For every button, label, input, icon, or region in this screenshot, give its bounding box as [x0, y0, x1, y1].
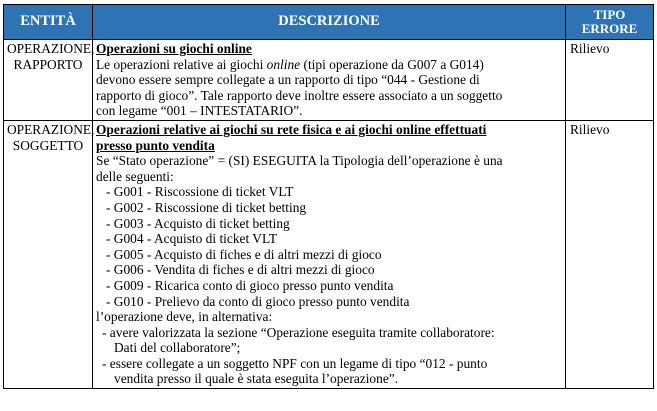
list-item: - essere collegate a un soggetto NPF con un legame di tipo “012 - punto — [102, 355, 488, 371]
list-item-continuation: Dati del collaboratore”; — [114, 340, 241, 356]
list-item-continuation: vendita presso il quale è stata eseguita l’operazione”. — [114, 371, 399, 387]
description-line: delle seguenti: — [96, 168, 174, 184]
list-item: - avere valorizzata la sezione “Operazione eseguita tramite collaboratore: — [102, 324, 495, 340]
header-row — [4, 5, 654, 40]
description-line: devono essere sempre collegate a un rapporto di tipo “044 - Gestione di — [96, 72, 480, 88]
header-error-type: TIPO ERRORE — [566, 5, 654, 40]
description-line: Se “Stato operazione” = (SI) ESEGUITA la Tipologia dell’operazione è una — [96, 153, 503, 169]
description-line — [96, 57, 562, 73]
entity-cell: OPERAZIONE, RAPPORTO — [4, 40, 93, 121]
header-entity: ENTITÀ — [4, 5, 93, 40]
description-line: l’operazione deve, in alternativa: — [96, 309, 273, 325]
row-title: Operazioni su giochi online — [96, 41, 252, 56]
row-title: Operazioni relative ai giochi su rete fisica e ai giochi online effettuati — [96, 121, 487, 137]
text-fragment: Le operazioni relative ai giochi — [96, 56, 267, 72]
description-cell — [93, 40, 566, 121]
description-line: rapporto di gioco”. Tale rapporto deve inoltre essere associato a un soggetto — [96, 87, 503, 103]
list-item: - G005 - Acquisto di fiches e di altri mezzi di gioco — [106, 246, 382, 262]
list-item: - G002 - Riscossione di ticket betting — [106, 199, 307, 215]
error-type-cell: Rilievo — [566, 120, 654, 388]
list-item: - G001 - Riscossione di ticket VLT — [106, 184, 294, 200]
error-type-cell: Rilievo — [566, 40, 654, 121]
list-item: - G006 - Vendita di fiches e di altri mezzi di gioco — [106, 262, 375, 278]
description-cell — [93, 120, 566, 388]
italic-term: online — [266, 56, 301, 72]
list-item: - G010 - Prelievo da conto di gioco presso punto vendita — [106, 293, 410, 309]
table-row — [4, 120, 654, 388]
row-title: presso punto vendita — [96, 137, 215, 153]
description-line: con legame “001 – INTESTATARIO”. — [96, 103, 303, 119]
table-row — [4, 40, 654, 121]
rules-table — [3, 4, 654, 389]
text-fragment: (tipi operazione da G007 a G014) — [300, 56, 484, 72]
entity-cell: OPERAZIONE, SOGGETTO — [4, 120, 93, 388]
list-item: - G009 - Ricarica conto di gioco presso punto vendita — [106, 277, 394, 293]
header-description: DESCRIZIONE — [93, 5, 566, 40]
list-item: - G004 - Acquisto di ticket VLT — [106, 231, 278, 247]
list-item: - G003 - Acquisto di ticket betting — [106, 215, 290, 231]
